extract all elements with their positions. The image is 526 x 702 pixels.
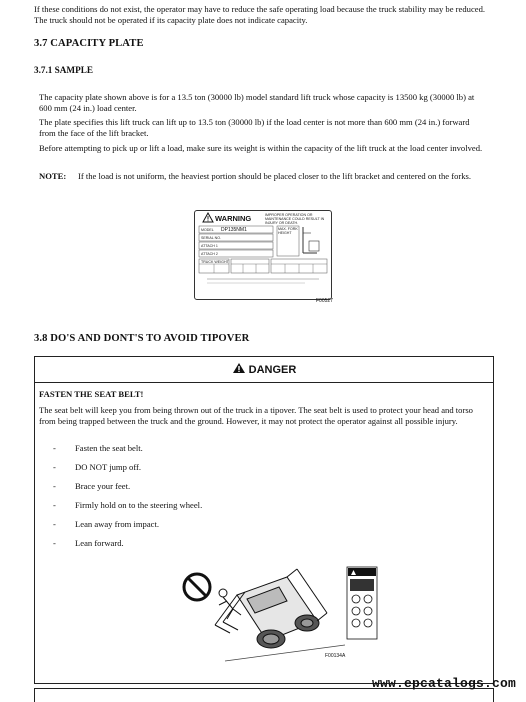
fasten-seat-belt-text: The seat belt will keep you from being thrown out of the truck in a tipover. The seat belt is used to protect your head and torso from being trapped between the truck and the ground. However, it may not protect the operator against all possible injury. [39,405,473,426]
bullet-marker: - [53,481,56,491]
bullet-marker: - [53,443,56,453]
danger-label: DANGER [248,364,297,376]
plate-attach1-label: ATTACH 1 [201,243,218,248]
note-label: NOTE: [39,171,67,181]
section-title-capacity-plate: 3.7 CAPACITY PLATE [34,38,144,49]
plate-serial-label: SERIAL NO. [201,235,222,240]
plate-attach2-label: ATTACH 2 [201,251,218,256]
warning-triangle-icon [232,362,246,374]
tipover-figure-code: F00134A [325,653,346,659]
list-item-text: Brace your feet. [75,481,131,491]
plate-warning-text: IMPROPER OPERATION OR MAINTENANCE COULD RESULT IN INJURY OR DEATH. [265,213,325,226]
plate-model-label: MODEL [201,227,214,232]
list-item-text: DO NOT jump off. [75,462,142,472]
bullet-list [53,443,353,553]
subsection-title-sample: 3.7.1 SAMPLE [34,65,93,75]
watermark: www.epcatalogs.com [371,676,516,691]
warning-triangle-icon [203,213,213,222]
capacity-paragraph-3: Before attempting to pick up or lift a load, make sure its weight is within the capacity of the lift truck at the load center involved. [39,143,483,153]
danger-header [35,357,493,383]
list-item-text: Firmly hold on to the steering wheel. [75,500,203,510]
tipped-forklift [215,569,327,648]
note-text: If the load is not uniform, the heaviest portion should be placed closer to the lift bracket and centered on the forks. [78,171,472,181]
list-item-text: Fasten the seat belt. [75,443,143,453]
intro-paragraph: If these conditions do not exist, the operator may have to reduce the safe operating load because the truck stability may be reduced. The truck should not be operated if its capacity plate does not indicate capacity. [34,4,486,25]
plate-mast-label: MAX. FORK HEIGHT [278,227,298,236]
capacity-paragraph-1: The capacity plate shown above is for a 13.5 ton (30000 lb) model standard lift truck whose capacity is 13500 kg (30000 lb) at 600 mm (24 in.) load center. [39,92,475,113]
danger-box [34,356,494,684]
plate-warning-label: WARNING [215,214,252,223]
capacity-paragraph-2: The plate specifies this lift truck can lift up to 13.5 ton (30000 lb) if the load center is not more than 600 mm (24 in.) forward from the face of the lift bracket. [39,117,470,138]
capacity-plate-figure [194,210,332,300]
list-item-text: Lean away from impact. [75,519,159,529]
bullet-marker: - [53,538,56,548]
bullet-marker: - [53,519,56,529]
section-title-tipover: 3.8 DO'S AND DONT'S TO AVOID TIPOVER [34,333,250,344]
plate-model-value: DP135NM1 [221,226,247,233]
bullet-marker: - [53,462,56,472]
bullet-marker: - [53,500,56,510]
plate-figure-code: F00527 [316,298,333,304]
no-symbol-icon [184,574,210,600]
fasten-seat-belt-title: FASTEN THE SEAT BELT! [39,389,144,399]
danger-decal [347,567,377,639]
tipover-illustration [175,565,425,675]
list-item-text: Lean forward. [75,538,124,548]
plate-truck-weight-label: TRUCK WEIGHT [201,259,229,264]
